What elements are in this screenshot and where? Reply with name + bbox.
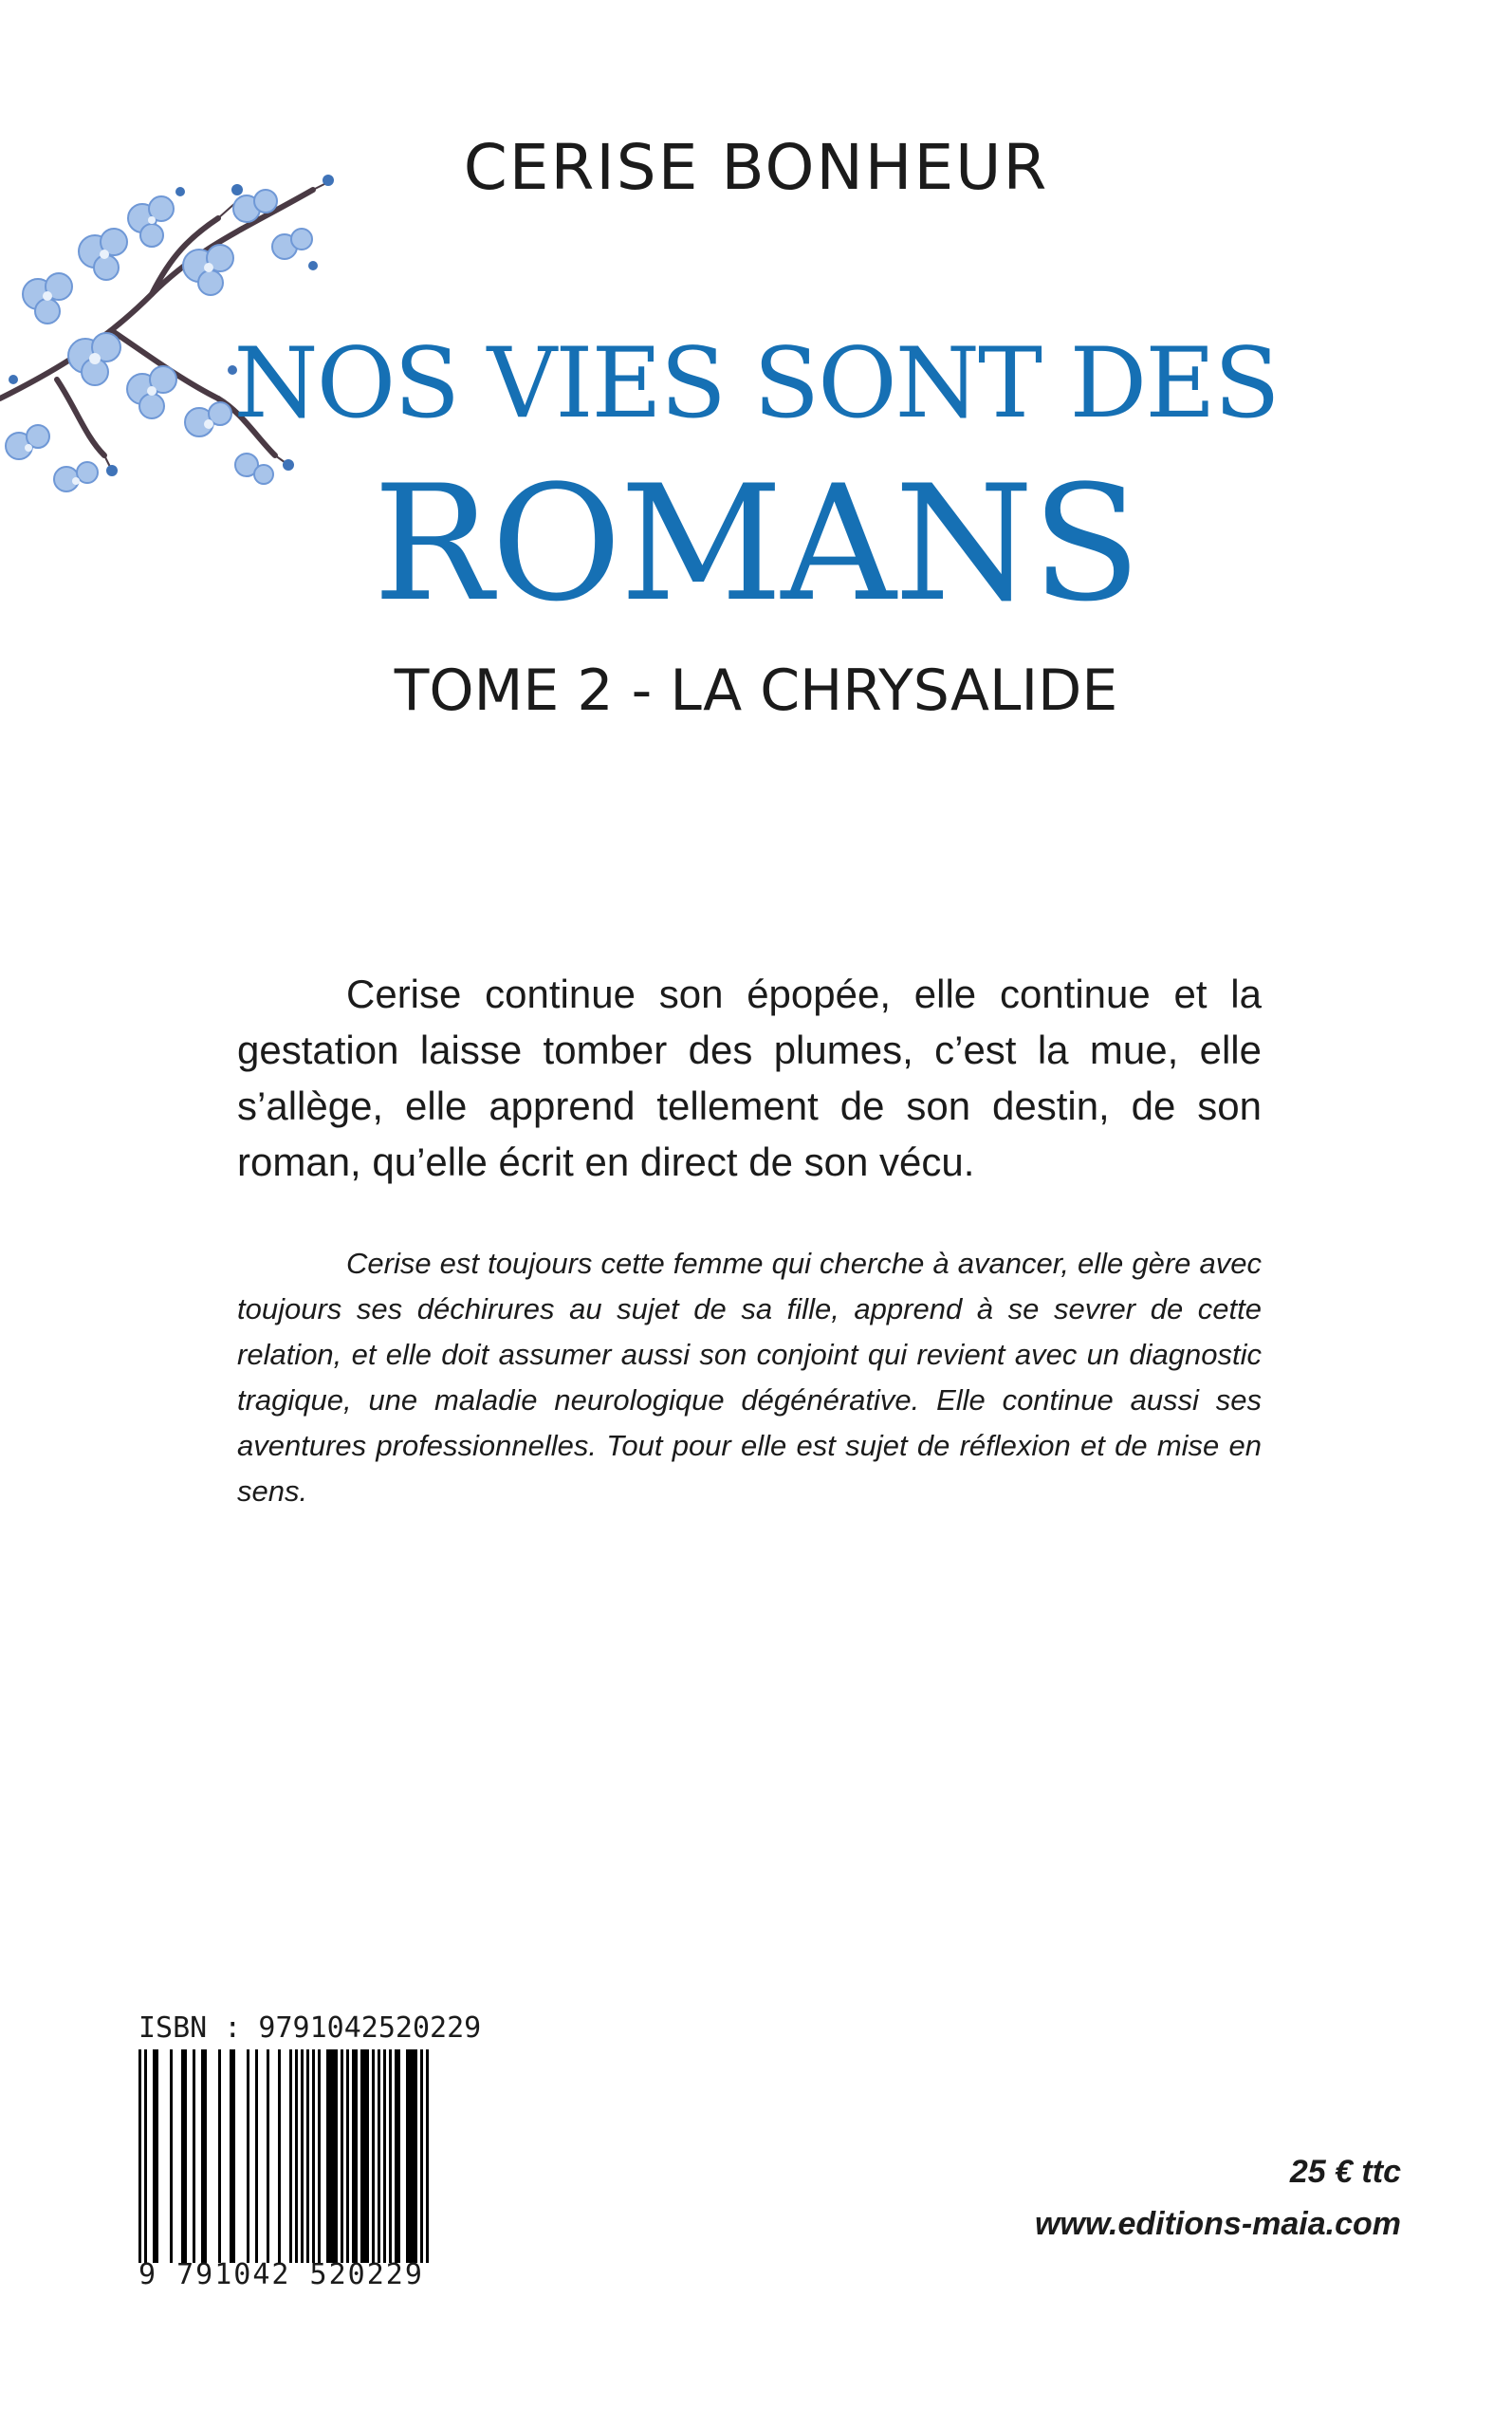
barcode-bar (289, 2049, 292, 2263)
barcode-bar (389, 2049, 392, 2263)
price-label: 25 € ttc (1289, 2154, 1401, 2190)
barcode-bar (301, 2049, 304, 2263)
barcode-bar (170, 2049, 173, 2263)
barcode-bar (426, 2049, 429, 2263)
isbn-label: ISBN : 9791042520229 (138, 2011, 482, 2045)
summary-paragraph: Cerise est toujours cette femme qui cherche à avancer, elle gère avec toujours ses déchirures au sujet de sa fille, apprend à se sevrer de cette relation, et elle doit assumer aussi son conjoint qui revient avec un diagnostic tragique, une maladie neurologique dégénérative. Elle continue aussi ses aventures professionnelles. Tout pour elle est sujet de réflexion et de mise en sens. (237, 1247, 1262, 1508)
author-name: CERISE BONHEUR (463, 131, 1049, 204)
barcode-bar (193, 2049, 195, 2263)
barcode-bar (378, 2049, 380, 2263)
barcode-bar (267, 2049, 269, 2263)
publisher-website: www.editions-maia.com (1034, 2206, 1401, 2242)
barcode-bar (201, 2049, 207, 2263)
barcode-bar (278, 2049, 281, 2263)
barcode-bar (341, 2049, 343, 2263)
barcode-bar (406, 2049, 417, 2263)
barcode-bar (312, 2049, 315, 2263)
barcode-bar (352, 2049, 358, 2263)
book-title-line1: NOS VIES SONT DES (233, 327, 1279, 440)
barcode-bar (138, 2049, 141, 2263)
barcode-bar (326, 2049, 338, 2263)
book-title-line2: ROMANS (373, 451, 1139, 637)
barcode-bar (420, 2049, 423, 2263)
barcode-bar (360, 2049, 369, 2263)
barcode-bar (295, 2049, 298, 2263)
barcode-icon (138, 2049, 429, 2263)
barcode-bar (230, 2049, 235, 2263)
barcode-bar (372, 2049, 375, 2263)
barcode-bar (153, 2049, 158, 2263)
barcode-bar (383, 2049, 386, 2263)
blurb-paragraph: Cerise continue son épopée, elle continue et la gestation laisse tomber des plumes, c’est la mue, elle s’allège, elle apprend tellement de son destin, de son roman, qu’elle écrit en direct de son vécu. (237, 972, 1262, 1184)
barcode-bar (255, 2049, 258, 2263)
barcode-bar (144, 2049, 147, 2263)
barcode-bar (247, 2049, 249, 2263)
barcode-bar (346, 2049, 349, 2263)
barcode-bar (181, 2049, 187, 2263)
barcode-digits: 9 791042 520229 (138, 2258, 424, 2291)
barcode-bar (306, 2049, 309, 2263)
barcode-bar (395, 2049, 400, 2263)
barcode-bar (218, 2049, 221, 2263)
barcode-bar (318, 2049, 321, 2263)
volume-subtitle: TOME 2 - LA CHRYSALIDE (394, 658, 1118, 724)
